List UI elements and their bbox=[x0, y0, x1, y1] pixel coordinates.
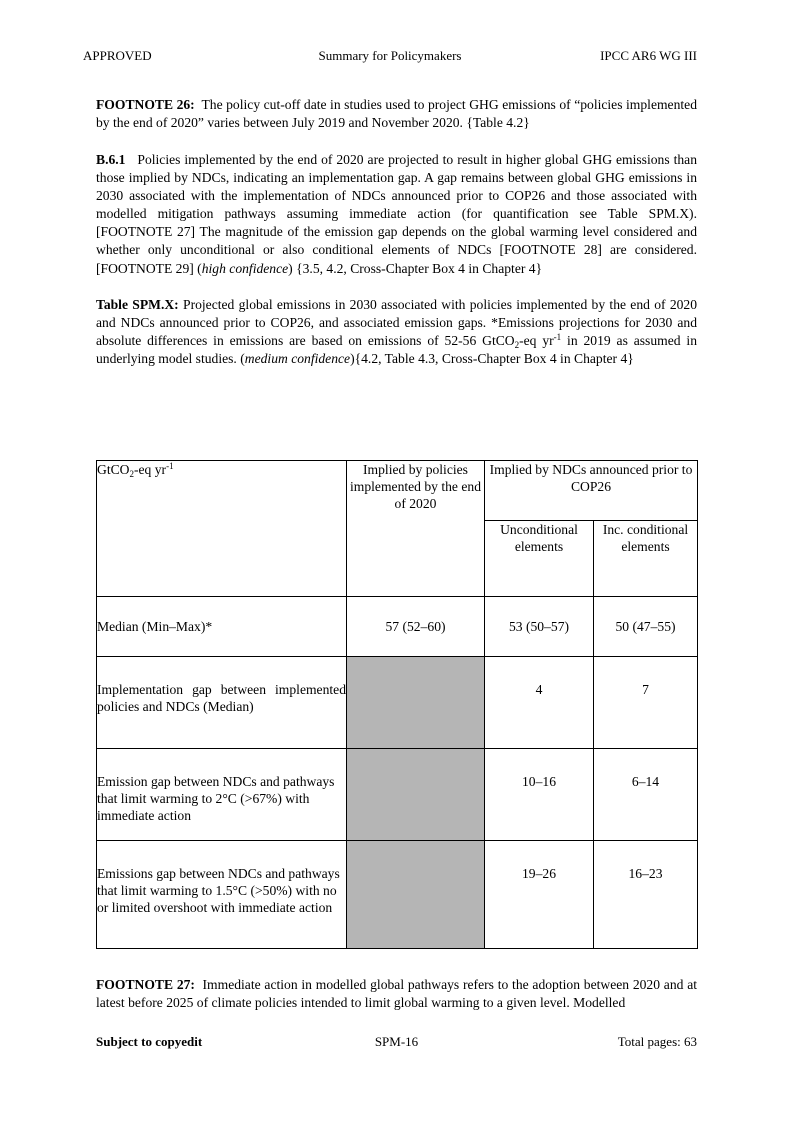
footnote-27-text: Immediate action in modelled global pathways refers to the adoption between 2020 and at latest before 2025 of climate policies intended to limit global warming to a given level. Modelled bbox=[96, 977, 698, 1011]
table-caption-sup: -1 bbox=[553, 332, 562, 343]
paragraph-b61-refs: ) {3.5, 4.2, Cross-Chapter Box 4 in Chapter 4} bbox=[288, 260, 543, 276]
table-row bbox=[97, 749, 698, 841]
emissions-table bbox=[96, 460, 698, 949]
footer-page-number: SPM-16 bbox=[374, 1034, 419, 1049]
table-row bbox=[97, 841, 698, 949]
footnote-27 bbox=[96, 976, 697, 1012]
table-unit-a: GtCO bbox=[97, 462, 130, 477]
col-header-policies: Implied by policies implemented by the end of 2020 bbox=[347, 461, 485, 597]
header-title: Summary for Policymakers bbox=[318, 48, 462, 63]
footnote-27-label: FOOTNOTE 27: bbox=[96, 977, 195, 992]
cell-conditional: 7 bbox=[594, 657, 698, 749]
header-report: IPCC AR6 WG III bbox=[600, 48, 697, 63]
page-footer bbox=[96, 1033, 697, 1051]
paragraph-b61-text: Policies implemented by the end of 2020 are projected to result in higher global GHG emissions than those implied by NDCs, indicating an implementation gap. A gap remains between global GHG emissions in 2030 associated with the implementation of NDCs announced prior to COP26 and those associated with modelled mitigation pathways assuming immediate action (for quantification see Table SPM.X). [FOOTNOTE 27] The magnitude of the emission gap depends on the global warming level considered and whether only unconditional or also conditional elements of NDCs [FOOTNOTE 28] are considered.[FOOTNOTE 29] ( bbox=[96, 152, 697, 276]
table-unit-sup: -1 bbox=[166, 461, 174, 471]
page-header bbox=[83, 47, 697, 65]
table-caption-refs: ){4.2, Table 4.3, Cross-Chapter Box 4 in Chapter 4} bbox=[350, 351, 634, 367]
footnote-26-text: The policy cut-off date in studies used to project GHG emissions of “policies implemented by the end of 2020” varies between July 2019 and November 2020. {Table 4.2} bbox=[96, 97, 697, 131]
footer-total-pages: Total pages: 63 bbox=[617, 1034, 697, 1049]
cell-conditional: 16–23 bbox=[594, 841, 698, 949]
table-caption-confidence: medium confidence bbox=[244, 351, 351, 367]
table-unit-cell bbox=[97, 461, 347, 597]
cell-policies-empty bbox=[347, 749, 485, 841]
table-caption-label: Table SPM.X: bbox=[96, 297, 179, 312]
table-caption-text-c: in 2019 as assumed in underlying model studies. ( bbox=[96, 333, 697, 367]
cell-conditional: 50 (47–55) bbox=[594, 597, 698, 657]
table-header-row bbox=[97, 461, 698, 521]
table-unit-b: -eq yr bbox=[133, 462, 167, 477]
paragraph-b61-confidence: high confidence bbox=[201, 260, 289, 276]
table-row bbox=[97, 597, 698, 657]
cell-unconditional: 10–16 bbox=[485, 749, 594, 841]
cell-policies-empty bbox=[347, 657, 485, 749]
footer-copyedit: Subject to copyedit bbox=[96, 1034, 203, 1049]
col-header-ndcs: Implied by NDCs announced prior to COP26 bbox=[485, 461, 698, 521]
table-caption-text-a: Projected global emissions in 2030 associated with policies implemented by the end of 2020 and NDCs announced prior to COP26, and associated emission gaps. *Emissions projections for 2030 and absolute differences in emissions are based on emissions of 52-56 GtCO bbox=[96, 297, 698, 349]
cell-unconditional: 19–26 bbox=[485, 841, 594, 949]
row-label: Median (Min–Max)* bbox=[97, 597, 347, 657]
header-status: APPROVED bbox=[83, 48, 152, 63]
col-header-conditional: Inc. conditional elements bbox=[594, 521, 698, 597]
col-header-unconditional: Unconditional elements bbox=[485, 521, 594, 597]
cell-policies-empty bbox=[347, 841, 485, 949]
cell-unconditional: 4 bbox=[485, 657, 594, 749]
paragraph-b61-label: B.6.1 bbox=[96, 152, 126, 167]
cell-unconditional: 53 (50–57) bbox=[485, 597, 594, 657]
row-label: Emission gap between NDCs and pathways that limit warming to 2°C (>67%) with immediate action bbox=[97, 749, 347, 841]
table-caption-text-b: -eq yr bbox=[519, 333, 554, 349]
table-row bbox=[97, 657, 698, 749]
cell-policies: 57 (52–60) bbox=[347, 597, 485, 657]
row-label: Implementation gap between implemented policies and NDCs (Median) bbox=[97, 657, 347, 749]
table-unit-sub: 2 bbox=[129, 469, 134, 479]
row-label: Emissions gap between NDCs and pathways that limit warming to 1.5°C (>50%) with no or limited overshoot with immediate action bbox=[97, 841, 347, 949]
footnote-26-label: FOOTNOTE 26: bbox=[96, 97, 195, 112]
paragraph-b61 bbox=[96, 151, 697, 278]
table-caption bbox=[96, 296, 697, 368]
cell-conditional: 6–14 bbox=[594, 749, 698, 841]
footnote-26 bbox=[96, 96, 697, 132]
table-caption-sub: 2 bbox=[514, 340, 520, 351]
